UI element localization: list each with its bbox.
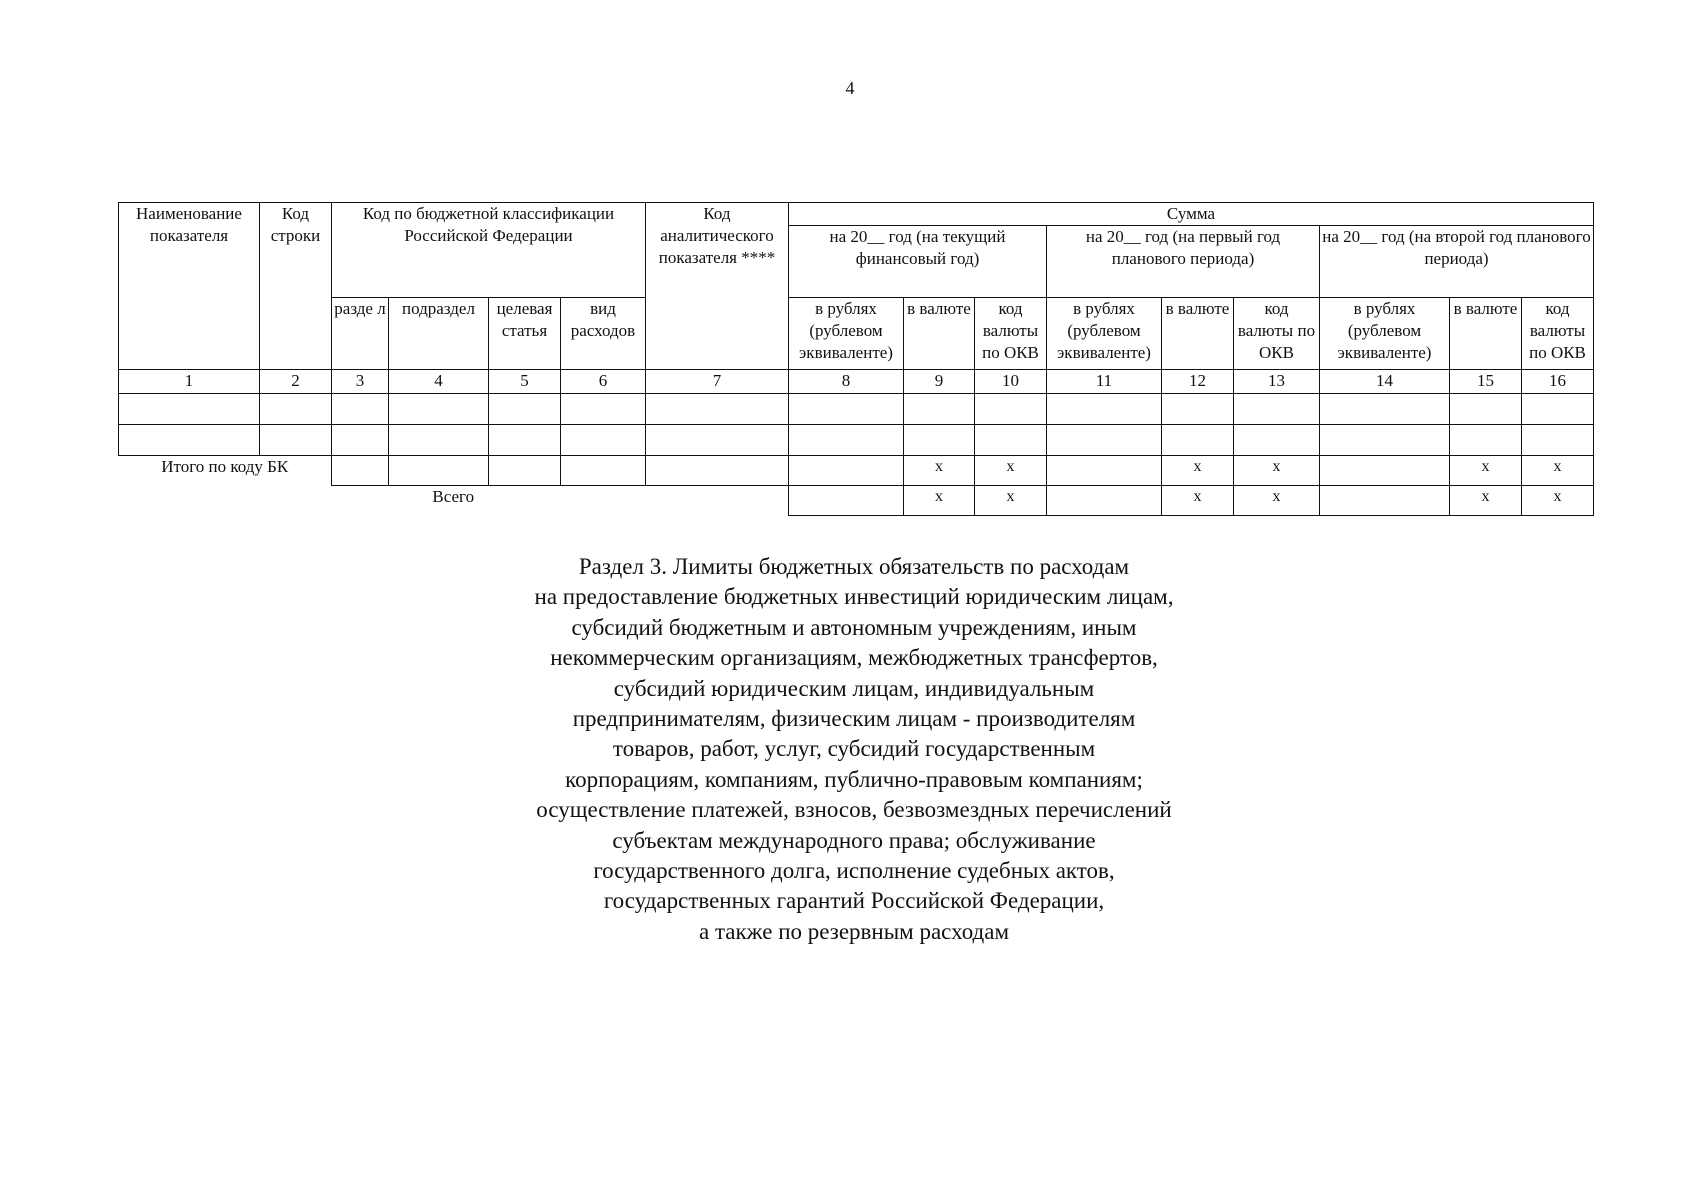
table-row bbox=[119, 425, 1594, 456]
column-number: 7 bbox=[646, 370, 789, 394]
x-mark: х bbox=[1450, 486, 1522, 516]
total-bk-label: Итого по коду БК bbox=[161, 457, 289, 476]
header-val-current: в валюте bbox=[904, 298, 975, 370]
section-title-line: субсидий юридическим лицам, индивидуальным bbox=[613, 675, 1095, 701]
section-title-line: некоммерческим организациям, межбюджетных трансфертов, bbox=[550, 645, 1158, 671]
column-number: 3 bbox=[332, 370, 389, 394]
column-number: 4 bbox=[389, 370, 489, 394]
column-number: 1 bbox=[119, 370, 260, 394]
section-title-line: предпринимателям, физическим лицам - производителям bbox=[572, 706, 1136, 732]
x-mark: х bbox=[1450, 456, 1522, 486]
column-number: 9 bbox=[904, 370, 975, 394]
section-title-line: государственных гарантий Российской Федерации, bbox=[603, 888, 1105, 914]
column-number: 6 bbox=[561, 370, 646, 394]
header-podrazdel: подраздел bbox=[389, 298, 489, 370]
x-mark: х bbox=[975, 456, 1047, 486]
header-val-first: в валюте bbox=[1162, 298, 1234, 370]
section-title-line: Раздел 3. Лимиты бюджетных обязательств по расходам bbox=[578, 554, 1130, 579]
page-number: 4 bbox=[845, 78, 855, 98]
x-mark: х bbox=[904, 486, 975, 516]
x-mark: х bbox=[1162, 486, 1234, 516]
section-title-line: субъектам международного права; обслуживание bbox=[612, 827, 1096, 853]
header-year-current: на 20__ год (на текущий финансовый год) bbox=[789, 226, 1047, 298]
total-row bbox=[119, 486, 1594, 516]
header-row-code: Код строки bbox=[260, 203, 332, 370]
header-year-first: на 20__ год (на первый год планового периода) bbox=[1047, 226, 1320, 298]
column-number: 5 bbox=[489, 370, 561, 394]
column-number: 15 bbox=[1450, 370, 1522, 394]
header-rub-first: в рублях (рублевом эквиваленте) bbox=[1047, 298, 1162, 370]
header-okv-current: код валюты по ОКВ bbox=[975, 298, 1047, 370]
limits-form-table bbox=[118, 202, 1594, 516]
x-mark: х bbox=[1522, 456, 1594, 486]
column-number: 10 bbox=[975, 370, 1047, 394]
header-bk-code: Код по бюджетной классификации Российской Федерации bbox=[332, 203, 646, 298]
header-sum: Сумма bbox=[789, 203, 1594, 226]
column-number: 12 bbox=[1162, 370, 1234, 394]
header-razdel: разде л bbox=[332, 298, 389, 370]
column-number: 8 bbox=[789, 370, 904, 394]
x-mark: х bbox=[1162, 456, 1234, 486]
section-title-line: корпорациям, компаниям, публично-правовым компаниям; bbox=[565, 766, 1143, 792]
section-title-line: товаров, работ, услуг, субсидий государственным bbox=[612, 736, 1096, 762]
header-indicator-name: Наименование показателя bbox=[119, 203, 260, 370]
header-val-second: в валюте bbox=[1450, 298, 1522, 370]
section-title-line: на предоставление бюджетных инвестиций юридическим лицам, bbox=[534, 584, 1174, 610]
total-label: Всего bbox=[432, 487, 475, 506]
header-analytic-code: Код аналитического показателя **** bbox=[646, 203, 789, 370]
x-mark: х bbox=[1234, 456, 1320, 486]
section-title-line: а также по резервным расходам bbox=[698, 918, 1010, 944]
x-mark: х bbox=[975, 486, 1047, 516]
section-title-line: осуществление платежей, взносов, безвозмездных перечислений bbox=[536, 797, 1172, 823]
header-okv-second: код валюты по ОКВ bbox=[1522, 298, 1594, 370]
column-number: 13 bbox=[1234, 370, 1320, 394]
header-year-second: на 20__ год (на второй год планового периода) bbox=[1320, 226, 1594, 298]
column-number: 14 bbox=[1320, 370, 1450, 394]
header-okv-first: код валюты по ОКВ bbox=[1234, 298, 1320, 370]
section-title-line: субсидий бюджетным и автономным учреждениям, иным bbox=[571, 614, 1137, 640]
header-vid: вид расходов bbox=[561, 298, 646, 370]
column-number: 16 bbox=[1522, 370, 1594, 394]
header-tselevaya: целевая статья bbox=[489, 298, 561, 370]
header-rub-current: в рублях (рублевом эквиваленте) bbox=[789, 298, 904, 370]
total-bk-row bbox=[119, 456, 1594, 486]
section-title bbox=[420, 552, 1288, 947]
header-rub-second: в рублях (рублевом эквиваленте) bbox=[1320, 298, 1450, 370]
table-row bbox=[119, 394, 1594, 425]
x-mark: х bbox=[1522, 486, 1594, 516]
x-mark: х bbox=[1234, 486, 1320, 516]
column-number: 2 bbox=[260, 370, 332, 394]
x-mark: х bbox=[904, 456, 975, 486]
section-title-line: государственного долга, исполнение судебных актов, bbox=[593, 858, 1115, 884]
column-number: 11 bbox=[1047, 370, 1162, 394]
